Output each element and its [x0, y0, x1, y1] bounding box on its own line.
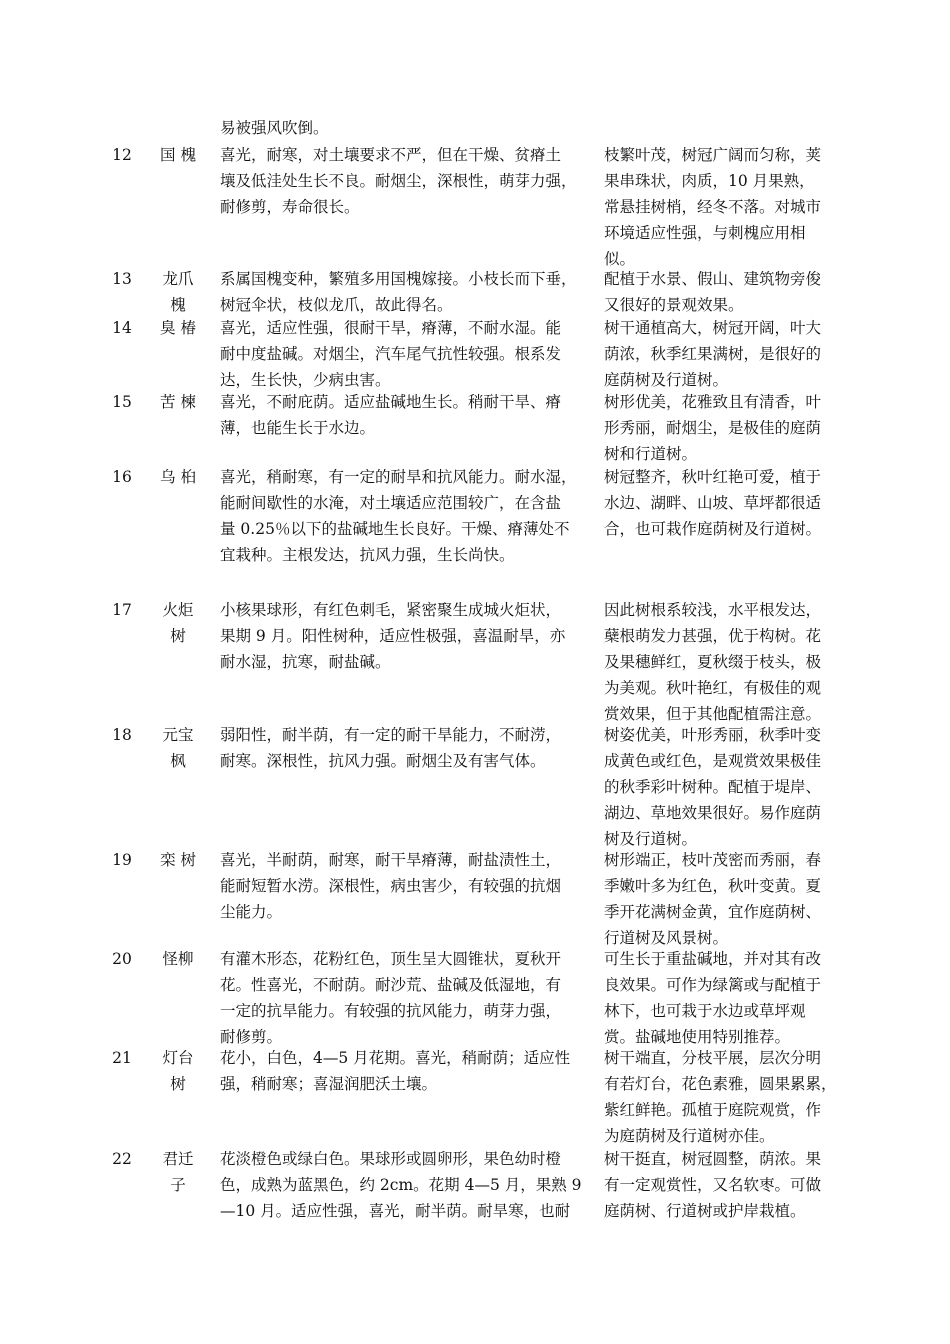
tree-name [156, 464, 200, 490]
tree-name-line: 君迁 [162, 1150, 194, 1168]
landscape-use [604, 1045, 837, 1149]
row-number: 21 [112, 1049, 132, 1067]
landscape-use-line: 环境适应性强，与刺槐应用相 [604, 224, 806, 242]
landscape-use-line: 良效果。可作为绿篱或与配植于 [604, 976, 822, 994]
habit-description-line: 能耐间歇性的水淹，对土壤适应范围较广，在含盐 [220, 494, 562, 512]
landscape-use-line: 季开花满树金黄，宜作庭荫树、 [604, 903, 822, 921]
tree-name [156, 1146, 200, 1198]
habit-description [220, 266, 588, 318]
habit-description-line: 耐寒。深根性，抗风力强。耐烟尘及有害气体。 [220, 752, 546, 770]
habit-description [220, 847, 588, 925]
landscape-use-line: 配植于水景、假山、建筑物旁俊 [604, 270, 822, 288]
habit-description-line: 强，稍耐寒；喜湿润肥沃土壤。 [220, 1075, 438, 1093]
landscape-use [604, 266, 832, 318]
habit-description-line: 小核果球形，有红色刺毛，紧密聚生成城火炬状， [220, 601, 562, 619]
tree-name [156, 946, 200, 972]
landscape-use-line: 常悬挂树梢，经冬不落。对城市 [604, 198, 822, 216]
habit-description-line: 喜光，适应性强，很耐干旱，瘠薄，不耐水湿。能 [220, 319, 562, 337]
tree-name-line: 子 [170, 1176, 186, 1194]
habit-description-line: 弱阳性，耐半荫，有一定的耐干旱能力，不耐涝， [220, 726, 562, 744]
habit-description-line: 宜栽种。主根发达，抗风力强，生长尚快。 [220, 546, 515, 564]
row-number: 18 [112, 726, 132, 744]
landscape-use [604, 389, 832, 467]
landscape-use [604, 142, 832, 272]
habit-description-line: 耐水湿，抗寒，耐盐碱。 [220, 653, 391, 671]
row-number: 12 [112, 146, 132, 164]
tree-name [156, 597, 200, 649]
landscape-use-line: 因此树根系较浅，水平根发达， [604, 601, 822, 619]
habit-description-line: 喜光，耐寒，对土壤要求不严，但在干燥、贫瘠土 [220, 146, 562, 164]
tree-name [156, 315, 200, 341]
landscape-use-line: 及果穗鲜红，夏秋缀于枝头，极 [604, 653, 822, 671]
landscape-use [604, 946, 832, 1050]
landscape-use-line: 赏效果，但于其他配植需注意。 [604, 705, 822, 723]
habit-description-line: 一定的抗旱能力。有较强的抗风能力，萌芽力强， [220, 1002, 562, 1020]
landscape-use-line: 为庭荫树及行道树亦佳。 [604, 1127, 775, 1145]
habit-description [220, 142, 588, 220]
landscape-use-line: 荫浓，秋季红果满树，是很好的 [604, 345, 822, 363]
row-number: 13 [112, 270, 132, 288]
habit-description-line: 花小，白色，4—5 月花期。喜光，稍耐荫；适应性 [220, 1049, 571, 1067]
landscape-use-line: 形秀丽，耐烟尘，是极佳的庭荫 [604, 419, 822, 437]
habit-description [220, 1045, 588, 1097]
landscape-use-line: 似。 [604, 250, 636, 268]
row-number: 22 [112, 1150, 132, 1168]
row-number: 20 [112, 950, 132, 968]
habit-description-line: 有灌木形态，花粉红色，顶生呈大圆锥状，夏秋开 [220, 950, 562, 968]
habit-description-line: 壤及低洼处生长不良。耐烟尘，深根性，萌芽力强， [220, 172, 577, 190]
tree-name-line: 臭 椿 [160, 319, 196, 337]
landscape-use-line: 又很好的景观效果。 [604, 296, 744, 314]
tree-name [156, 722, 200, 774]
tree-name-line: 栾 树 [160, 851, 196, 869]
landscape-use-line: 有一定观赏性，又名软枣。可做 [604, 1176, 822, 1194]
habit-description [220, 722, 588, 774]
tree-name-line: 苦 楝 [160, 393, 196, 411]
landscape-use-line: 树和行道树。 [604, 445, 698, 463]
tree-name-line: 国 槐 [160, 146, 196, 164]
landscape-use-line: 树冠整齐，秋叶红艳可爱，植于 [604, 468, 822, 486]
habit-description-line: 喜光，半耐荫，耐寒，耐干旱瘠薄，耐盐渍性土， [220, 851, 562, 869]
habit-description-line: 果期 9 月。阳性树种，适应性极强，喜温耐旱，亦 [220, 627, 566, 645]
habit-description [220, 464, 588, 568]
habit-description [220, 597, 588, 675]
landscape-use-line: 树形优美，花雅致且有清香，叶 [604, 393, 822, 411]
habit-description-line: 耐中度盐碱。对烟尘，汽车尾气抗性较强。根系发 [220, 345, 562, 363]
habit-description-line: 喜光，稍耐寒，有一定的耐旱和抗风能力。耐水湿， [220, 468, 577, 486]
landscape-use-line: 行道树及风景树。 [604, 929, 729, 947]
landscape-use-line: 紫红鲜艳。孤植于庭院观赏，作 [604, 1101, 822, 1119]
habit-description-line: 易被强风吹倒。 [220, 119, 329, 137]
landscape-use-line: 树干挺直，树冠圆整，荫浓。果 [604, 1150, 822, 1168]
landscape-use-line: 湖边、草地效果很好。易作庭荫 [604, 804, 822, 822]
landscape-use-line: 为美观。秋叶艳红，有极佳的观 [604, 679, 822, 697]
landscape-use-line: 树形端正，枝叶茂密而秀丽，春 [604, 851, 822, 869]
landscape-use-line: 有若灯台，花色素雅，圆果累累， [604, 1075, 837, 1093]
tree-name [156, 389, 200, 415]
row-number: 17 [112, 601, 132, 619]
row-number: 15 [112, 393, 132, 411]
landscape-use-line: 庭荫树、行道树或护岸栽植。 [604, 1202, 806, 1220]
landscape-use-line: 赏。盐碱地使用特别推荐。 [604, 1028, 791, 1046]
habit-description-line: 能耐短暂水涝。深根性，病虫害少，有较强的抗烟 [220, 877, 562, 895]
landscape-use [604, 722, 832, 852]
tree-name-line: 怪柳 [162, 950, 194, 968]
habit-description-line: 尘能力。 [220, 903, 283, 921]
landscape-use [604, 315, 832, 393]
tree-name-line: 灯台 [162, 1049, 194, 1067]
landscape-use [604, 1146, 832, 1224]
landscape-use-line: 树干端直，分枝平展，层次分明 [604, 1049, 822, 1067]
landscape-use-line: 蘖根萌发力甚强，优于构树。花 [604, 627, 822, 645]
habit-description-line: 耐修剪，寿命很长。 [220, 198, 360, 216]
tree-name [156, 847, 200, 873]
landscape-use-line: 树姿优美，叶形秀丽，秋季叶变 [604, 726, 822, 744]
habit-description [220, 389, 588, 441]
landscape-use-line: 的秋季彩叶树种。配植于堤岸、 [604, 778, 822, 796]
habit-description [220, 115, 588, 141]
tree-name-line: 火炬 [162, 601, 194, 619]
landscape-use-line: 季嫩叶多为红色，秋叶变黄。夏 [604, 877, 822, 895]
tree-name-line: 乌 桕 [160, 468, 196, 486]
habit-description [220, 1146, 588, 1224]
habit-description [220, 315, 588, 393]
tree-name-line: 树 [170, 1075, 186, 1093]
landscape-use-line: 树及行道树。 [604, 830, 698, 848]
tree-name-line: 龙爪 [162, 270, 194, 288]
habit-description-line: 耐修剪。 [220, 1028, 283, 1046]
habit-description-line: 花淡橙色或绿白色。果球形或圆卵形，果色幼时橙 [220, 1150, 562, 1168]
row-number: 14 [112, 319, 132, 337]
habit-description-line: 树冠伞状，枝似龙爪，故此得名。 [220, 296, 453, 314]
landscape-use-line: 成黄色或红色，是观赏效果极佳 [604, 752, 822, 770]
tree-name-line: 树 [170, 627, 186, 645]
landscape-use-line: 庭荫树及行道树。 [604, 371, 729, 389]
habit-description-line: 量 0.25％以下的盐碱地生长良好。干燥、瘠薄处不 [220, 520, 570, 538]
habit-description-line: 达，生长快，少病虫害。 [220, 371, 391, 389]
habit-description-line: 喜光，不耐庇荫。适应盐碱地生长。稍耐干旱、瘠 [220, 393, 562, 411]
landscape-use-line: 可生长于重盐碱地，并对其有改 [604, 950, 822, 968]
habit-description-line: 色，成熟为蓝黑色，约 2cm。花期 4—5 月，果熟 9 [220, 1176, 582, 1194]
row-number: 16 [112, 468, 132, 486]
habit-description-line: —10 月。适应性强，喜光，耐半荫。耐旱寒，也耐 [220, 1202, 571, 1220]
habit-description-line: 花。性喜光，不耐荫。耐沙荒、盐碱及低湿地，有 [220, 976, 562, 994]
landscape-use-line: 果串珠状，肉质，10 月果熟， [604, 172, 815, 190]
landscape-use [604, 597, 832, 727]
habit-description-line: 系属国槐变种，繁殖多用国槐嫁接。小枝长而下垂， [220, 270, 577, 288]
landscape-use-line: 林下，也可栽于水边或草坪观 [604, 1002, 806, 1020]
landscape-use-line: 水边、湖畔、山坡、草坪都很适 [604, 494, 822, 512]
row-number: 19 [112, 851, 132, 869]
tree-name-line: 枫 [170, 752, 186, 770]
tree-name [156, 1045, 200, 1097]
tree-name-line: 元宝 [162, 726, 194, 744]
landscape-use-line: 枝繁叶茂，树冠广阔而匀称，荚 [604, 146, 822, 164]
landscape-use-line: 树干通植高大，树冠开阔，叶大 [604, 319, 822, 337]
landscape-use [604, 464, 832, 542]
tree-name [156, 266, 200, 318]
landscape-use [604, 847, 832, 951]
habit-description [220, 946, 588, 1050]
tree-name [156, 142, 200, 168]
landscape-use-line: 合，也可栽作庭荫树及行道树。 [604, 520, 822, 538]
tree-name-line: 槐 [170, 296, 186, 314]
habit-description-line: 薄，也能生长于水边。 [220, 419, 376, 437]
